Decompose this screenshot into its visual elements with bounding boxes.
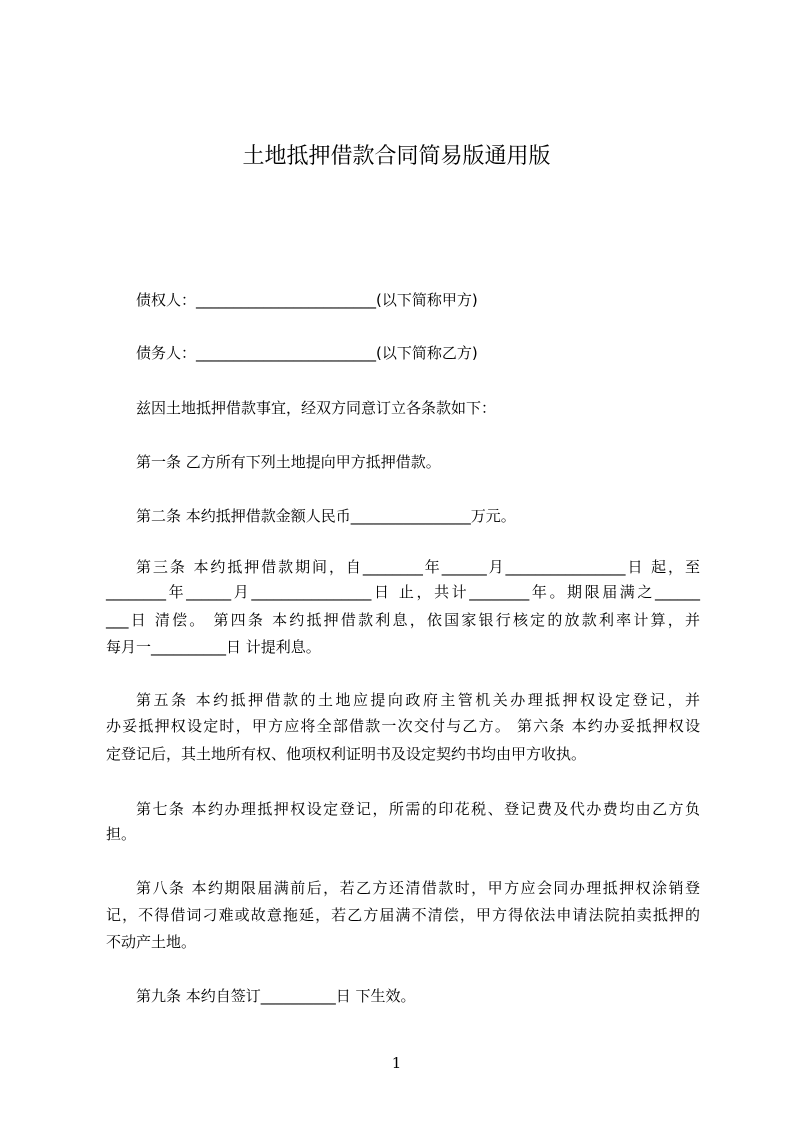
article-8-line-1: 第八条 本约期限届满前后，若乙方还清借款时，甲方应会同办理抵押权涂销登 bbox=[136, 879, 700, 897]
article-3-line-3: ___日 清偿。 第四条 本约抵押借款利息，依国家银行核定的放款利率计算，并 bbox=[106, 611, 700, 629]
page-number: 1 bbox=[391, 1054, 402, 1072]
article-5-line-2: 办妥抵押权设定时，甲方应将全部借款一次交付与乙方。 第六条 本约办妥抵押权设 bbox=[106, 717, 700, 735]
article-5-line-1: 第五条 本约抵押借款的土地应提向政府主管机关办理抵押权设定登记，并 bbox=[136, 691, 700, 709]
article-2: 第二条 本约抵押借款金额人民币________________万元。 bbox=[136, 507, 516, 525]
intro-line: 兹因土地抵押借款事宜，经双方同意订立各条款如下： bbox=[136, 399, 497, 417]
article-8-line-2: 记，不得借词刁难或故意拖延，若乙方届满不清偿，甲方得依法申请法院拍卖抵押的 bbox=[106, 906, 700, 924]
document-title: 土地抵押借款合同简易版通用版 bbox=[242, 144, 551, 169]
creditor-line: 债权人：________________________(以下简称甲方) bbox=[136, 291, 478, 309]
article-3-line-2: ________年______月________________日 止，共计________年。期限届满之______ bbox=[106, 583, 700, 601]
article-5-line-3: 定登记后，其土地所有权、他项权利证明书及设定契约书均由甲方收执。 bbox=[106, 745, 587, 763]
debtor-line: 债务人：________________________(以下简称乙方) bbox=[136, 344, 478, 362]
article-9: 第九条 本约自签订__________日 下生效。 bbox=[136, 987, 416, 1005]
article-7-line-2: 担。 bbox=[106, 825, 137, 843]
article-3-line-1: 第三条 本约抵押借款期间，自________年______月________________日 起，至 bbox=[136, 558, 700, 576]
article-8-line-3: 不动产土地。 bbox=[106, 933, 197, 951]
article-3-line-4: 每月一__________日 计提利息。 bbox=[106, 638, 321, 656]
article-1: 第一条 乙方所有下列土地提向甲方抵押借款。 bbox=[136, 453, 441, 471]
article-7-line-1: 第七条 本约办理抵押权设定登记，所需的印花税、登记费及代办费均由乙方负 bbox=[136, 800, 700, 818]
